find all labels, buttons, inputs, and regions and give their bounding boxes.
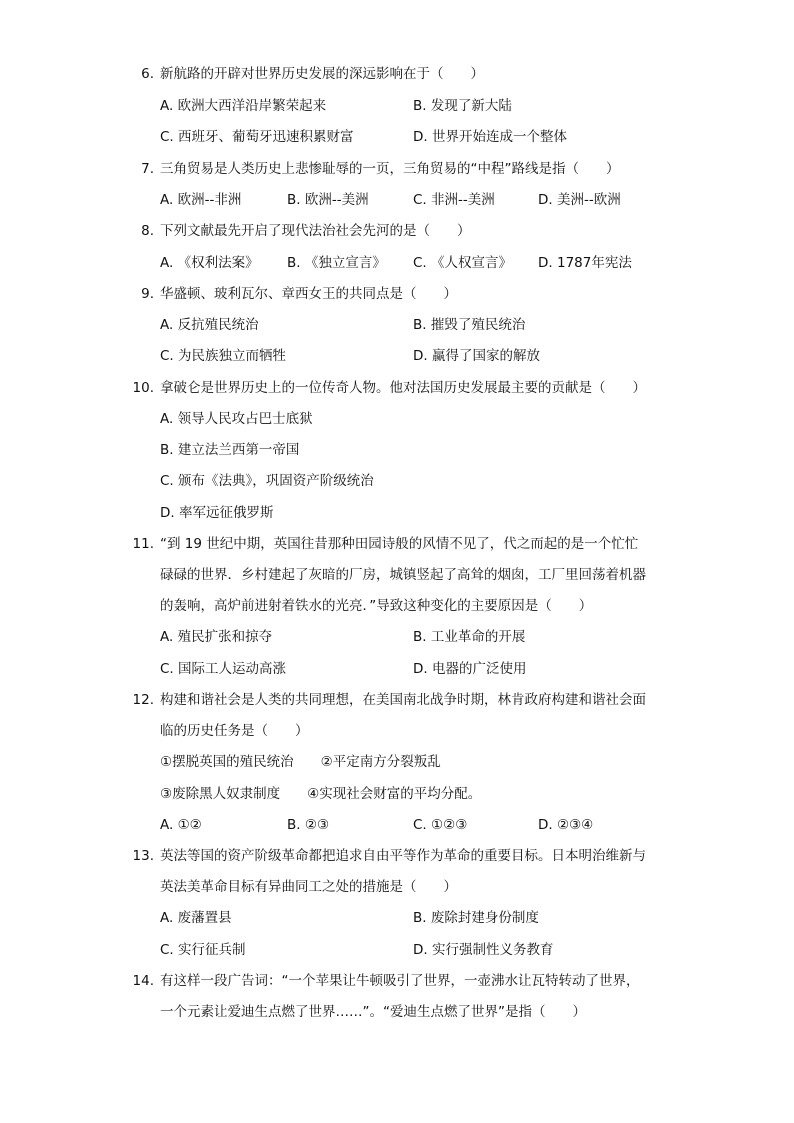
option-c: C. 实行征兵制	[160, 942, 246, 958]
option-d: D. ②③④	[538, 817, 594, 833]
option-d: D. 世界开始连成一个整体	[413, 129, 567, 145]
question-number: 7.	[141, 161, 154, 177]
question-stem: 的轰响，高炉前进射着铁水的光亮．”导致这种变化的主要原因是（ ）	[160, 598, 593, 614]
option-c: C. ①②③	[413, 817, 468, 833]
option-b: B. 《独立宣言》	[287, 255, 386, 271]
question-stem: 一个元素让爱迪生点燃了世界……”。“爱迪生点燃了世界”是指（ ）	[160, 1004, 586, 1020]
option-a: A. ①②	[160, 817, 202, 833]
option-d: D. 率军远征俄罗斯	[160, 505, 274, 521]
question-number: 6.	[141, 66, 154, 82]
question-number: 8.	[141, 223, 154, 239]
statement-line: ①摆脱英国的殖民统治 ②平定南方分裂叛乱	[160, 754, 441, 770]
option-b: B. 摧毁了殖民统治	[413, 317, 526, 333]
option-a: A. 欧洲大西洋沿岸繁荣起来	[160, 98, 327, 114]
question-stem: 下列文献最先开启了现代法治社会先河的是（ ）	[160, 223, 471, 239]
question-number: 11.	[132, 536, 154, 552]
option-c: C. 《人权宣言》	[413, 255, 513, 271]
option-a: A. 欧洲--非洲	[160, 192, 242, 208]
option-a: A. 《权利法案》	[160, 255, 259, 271]
question-number: 13.	[132, 848, 154, 864]
option-b: B. 欧洲--美洲	[287, 192, 369, 208]
question-stem: “到 19 世纪中期，英国往昔那种田园诗般的风情不见了，代之而起的是一个忙忙	[160, 536, 639, 552]
option-d: D. 美洲--欧洲	[538, 192, 621, 208]
question-stem: 有这样一段广告词：“一个苹果让牛顿吸引了世界，一壶沸水让瓦特转动了世界，	[160, 973, 640, 989]
option-b: B. 废除封建身份制度	[413, 910, 539, 926]
option-d: D. 实行强制性义务教育	[413, 942, 554, 958]
question-number: 9.	[141, 286, 154, 302]
option-b: B. ②③	[287, 817, 330, 833]
option-c: C. 非洲--美洲	[413, 192, 495, 208]
question-stem: 英法等国的资产阶级革命都把追求自由平等作为革命的重要目标。日本明治维新与	[160, 848, 646, 864]
question-stem: 三角贸易是人类历史上悲惨耻辱的一页，三角贸易的“中程”路线是指（ ）	[160, 161, 620, 177]
option-d: D. 1787年宪法	[538, 255, 632, 271]
statement-line: ③废除黑人奴隶制度 ④实现社会财富的平均分配。	[160, 786, 482, 802]
option-c: C. 西班牙、葡萄牙迅速积累财富	[160, 129, 354, 145]
question-stem: 拿破仑是世界历史上的一位传奇人物。他对法国历史发展最主要的贡献是（ ）	[160, 380, 646, 396]
question-stem: 新航路的开辟对世界历史发展的深远影响在于（ ）	[160, 66, 484, 82]
question-number: 10.	[132, 380, 154, 396]
question-stem: 华盛顿、玻利瓦尔、章西女王的共同点是（ ）	[160, 286, 457, 302]
option-b: B. 建立法兰西第一帝国	[160, 442, 300, 458]
option-d: D. 赢得了国家的解放	[413, 348, 540, 364]
option-c: C. 为民族独立而牺牲	[160, 348, 287, 364]
option-a: A. 殖民扩张和掠夺	[160, 629, 273, 645]
question-number: 14.	[132, 973, 154, 989]
option-c: C. 颁布《法典》，巩固资产阶级统治	[160, 473, 374, 489]
option-b: B. 工业革命的开展	[413, 629, 526, 645]
question-stem: 英法美革命目标有异曲同工之处的措施是（ ）	[160, 879, 457, 895]
question-number: 12.	[132, 692, 154, 708]
option-a: A. 废藩置县	[160, 910, 232, 926]
option-a: A. 反抗殖民统治	[160, 317, 259, 333]
option-b: B. 发现了新大陆	[413, 98, 512, 114]
question-stem: 构建和谐社会是人类的共同理想，在美国南北战争时期，林肯政府构建和谐社会面	[160, 692, 646, 708]
option-d: D. 电器的广泛使用	[413, 661, 527, 677]
option-c: C. 国际工人运动高涨	[160, 661, 287, 677]
option-a: A. 领导人民攻占巴士底狱	[160, 411, 313, 427]
question-stem: 临的历史任务是（ ）	[160, 723, 309, 739]
question-stem: 碌碌的世界．乡村建起了灰暗的厂房，城镇竖起了高耸的烟囱，工厂里回荡着机器	[160, 567, 646, 583]
